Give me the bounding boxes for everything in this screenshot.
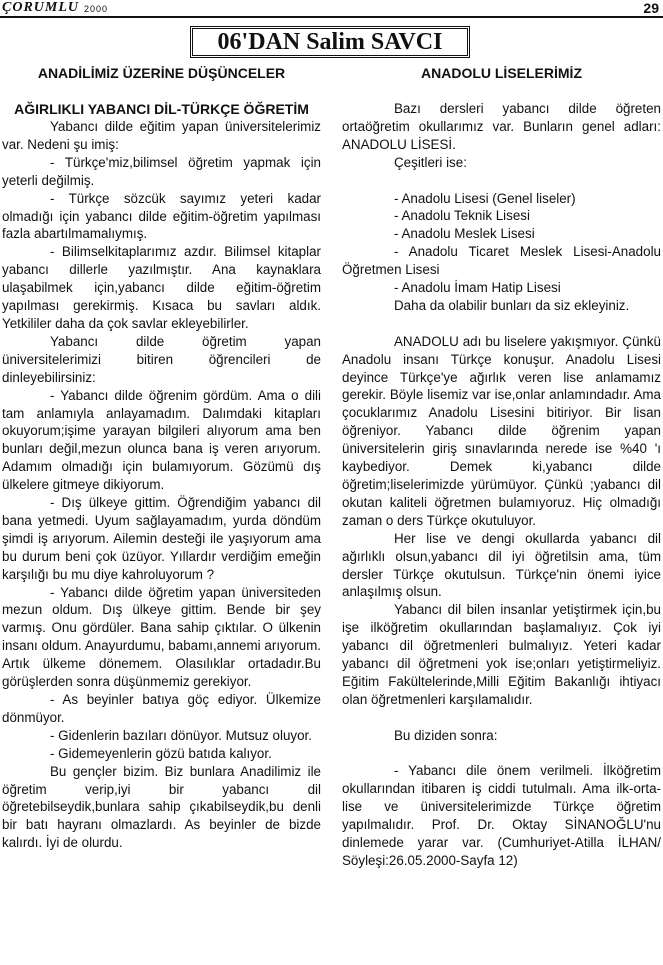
- paragraph: - Bilimselkitaplarımız azdır. Bilimsel kitaplar yabancı dillerle yazılmıştır. Ana kaynaklara ulaşabilmek için,yabancı dilde eğitim-öğretim yapılması gerekirmiş. Kısaca bu savları aldık. Yetkililer daha da çok savlar ekleyebilirler.: [2, 244, 321, 331]
- author-title-box: 06'DAN Salim SAVCI: [190, 26, 470, 58]
- paragraph: ANADOLU adı bu liselere yakışmıyor. Çünkü Anadolu insanı Türkçe konuşur. Anadolu Lisesi deyince Türkçe'ye ağırlık veren lise anlamamız gerekir. Böyle lisemiz var ise,onlar anlamındadır. Ama çocuklarımız Anadolu Lisesini bitiriyor. Bir lisan öğreniyor. Yabancı dilde öğrenim yapan üniversitelerin giriş sınavlarında nerede ise %40 'ı kaybediyor. Demek ki,yabancı dilde öğretim;liselerimizde yürümüyor. Çünkü ;yabancı dil okutan kaliteli öğretmen bulamıyoruz. Hiç olmadığı zaman o ders Türkçe okutuluyor.: [342, 333, 661, 528]
- paragraph: - As beyinler batıya göç ediyor. Ülkemize dönmüyor.: [2, 692, 321, 725]
- paragraph: Daha da olabilir bunları da siz ekleyiniz.: [394, 297, 630, 313]
- paragraph: Bu gençler bizim. Biz bunlara Anadilimiz ile öğretim verip,iyi bir yabancı dil öğretebilseydik,bunlara sahip çıkabilseydik,bu denli bir batı hayranı olmazlardı. As beyinler de bizde kalırdı. İyi de olurdu.: [2, 763, 321, 851]
- paragraph: - Türkçe sözcük sayımız yeteri kadar olmadığı için yabancı dilde eğitim-öğretim yapılması fazla abartılmamalıymış.: [2, 190, 321, 242]
- publication-year: 2000: [84, 4, 109, 14]
- paragraph: - Yabancı dilde öğretim yapan üniversiteden mezun oldum. Dış ülkeye gittim. Bende bir şey varmış. Onu gördüler. Bana sahip çıktılar. O ülkenin insanı oldum. Anayurdumu, babamı,annemi arıyorum. Artık ülkeme dönemem. Olasılıklar ortadadır.Bu görüşlerden sonra düşünmemiz gerekiyor.: [2, 584, 321, 690]
- list-item: - Anadolu Meslek Lisesi: [394, 226, 535, 242]
- paragraph: Yabancı dil bilen insanlar yetiştirmek için,bu işe ilköğretim okullarından başlamalıyız. Çok iyi yabancı dil öğretmenleri bulmalıyız. Yeteri kadar yabancı dil öğretmeni yok ise;onları yetiştirmeliyiz. Eğitim Fakültelerinde,Milli Eğitim Bakanlığı ihtiyacı olan öğretmenleri karşılamalıdır.: [342, 602, 661, 707]
- paragraph: - Gidemeyenlerin gözü batıda kalıyor.: [50, 745, 272, 761]
- left-column: [2, 64, 321, 852]
- paragraph: Yabancı dilde eğitim yapan üniversitelerimiz var. Nedeni şu imiş:: [2, 119, 321, 152]
- list-item: - Anadolu Teknik Lisesi: [394, 208, 530, 224]
- publication-name: ÇORUMLU: [2, 0, 80, 15]
- paragraph: - Gidenlerin bazıları dönüyor. Mutsuz oluyor.: [50, 727, 312, 743]
- page-number: 29: [643, 0, 659, 16]
- paragraph: - Türkçe'miz,bilimsel öğretim yapmak için yeterli değilmiş.: [2, 154, 321, 188]
- paragraph: - Yabancı dilde öğrenim gördüm. Ama o dili tam anlamıyla anlayamadım. Dalımdaki kitapları okuyorum;işime yarayan bilgileri alıyorum ama ben bunları değil,mezun olunca bana iş veren arıyorum. Adamım olmadığı için bulamıyorum. Gözümü dış ülkelere gitmeye dikiyorum.: [2, 387, 321, 493]
- list-item: - Anadolu Ticaret Meslek Lisesi-Anadolu Öğretmen Lisesi: [342, 244, 661, 278]
- left-heading: ANADİLİMİZ ÜZERİNE DÜŞÜNCELER: [37, 65, 286, 81]
- left-subheading: AĞIRLIKLI YABANCI DİL-TÜRKÇE ÖĞRETİM: [14, 101, 309, 117]
- list-item: - Anadolu İmam Hatip Lisesi: [394, 280, 561, 296]
- paragraph: - Dış ülkeye gittim. Öğrendiğim yabancı dil bana yetmedi. Uyum sağlayamadım, yurda döndüm şimdi iş arıyorum. Ailemin desteği ile yaşıyorum ama bu durum beni çok üzüyor. Yıllardır verdiğim emeğin karşılığı bu mu diye kahroluyorum ?: [2, 495, 321, 582]
- page-header: [0, 0, 663, 20]
- paragraph: Çeşitleri ise:: [394, 154, 467, 170]
- paragraph: Bazı dersleri yabancı dilde öğreten ortaöğretim okullarımız var. Bunların genel adları: ANADOLU LİSESİ.: [342, 101, 661, 152]
- list-item: - Anadolu Lisesi (Genel liseler): [394, 190, 576, 206]
- paragraph: - Yabancı dile önem verilmeli. İlköğretim okullarından itibaren iş ciddi tutulmalı. Ama ilk-orta-lise ve üniversitelerimizde Türkçe öğretim yapılmalıdır. Prof. Dr. Oktay SİNANOĞLU'nu dinlemede yarar var. (Cumhuriyet-Atilla İLHAN/ Söyleşi:26.05.2000-Sayfa 12): [342, 763, 661, 868]
- right-heading: ANADOLU LİSELERİMİZ: [421, 65, 582, 81]
- paragraph: Bu diziden sonra:: [394, 727, 498, 743]
- header-rule: [0, 16, 663, 18]
- paragraph: Yabancı dilde öğretim yapan üniversitelerimizi bitiren öğrencileri de dinleyebilirsiniz:: [2, 333, 321, 385]
- paragraph: Her lise ve dengi okullarda yabancı dil ağırlıklı olsun,yabancı dil iyi öğretilsin ama, tüm dersler Türkçe okutulsun. Türkçe'nin önemi iyice anlaşılmış olsun.: [342, 530, 661, 600]
- right-column: [342, 64, 661, 870]
